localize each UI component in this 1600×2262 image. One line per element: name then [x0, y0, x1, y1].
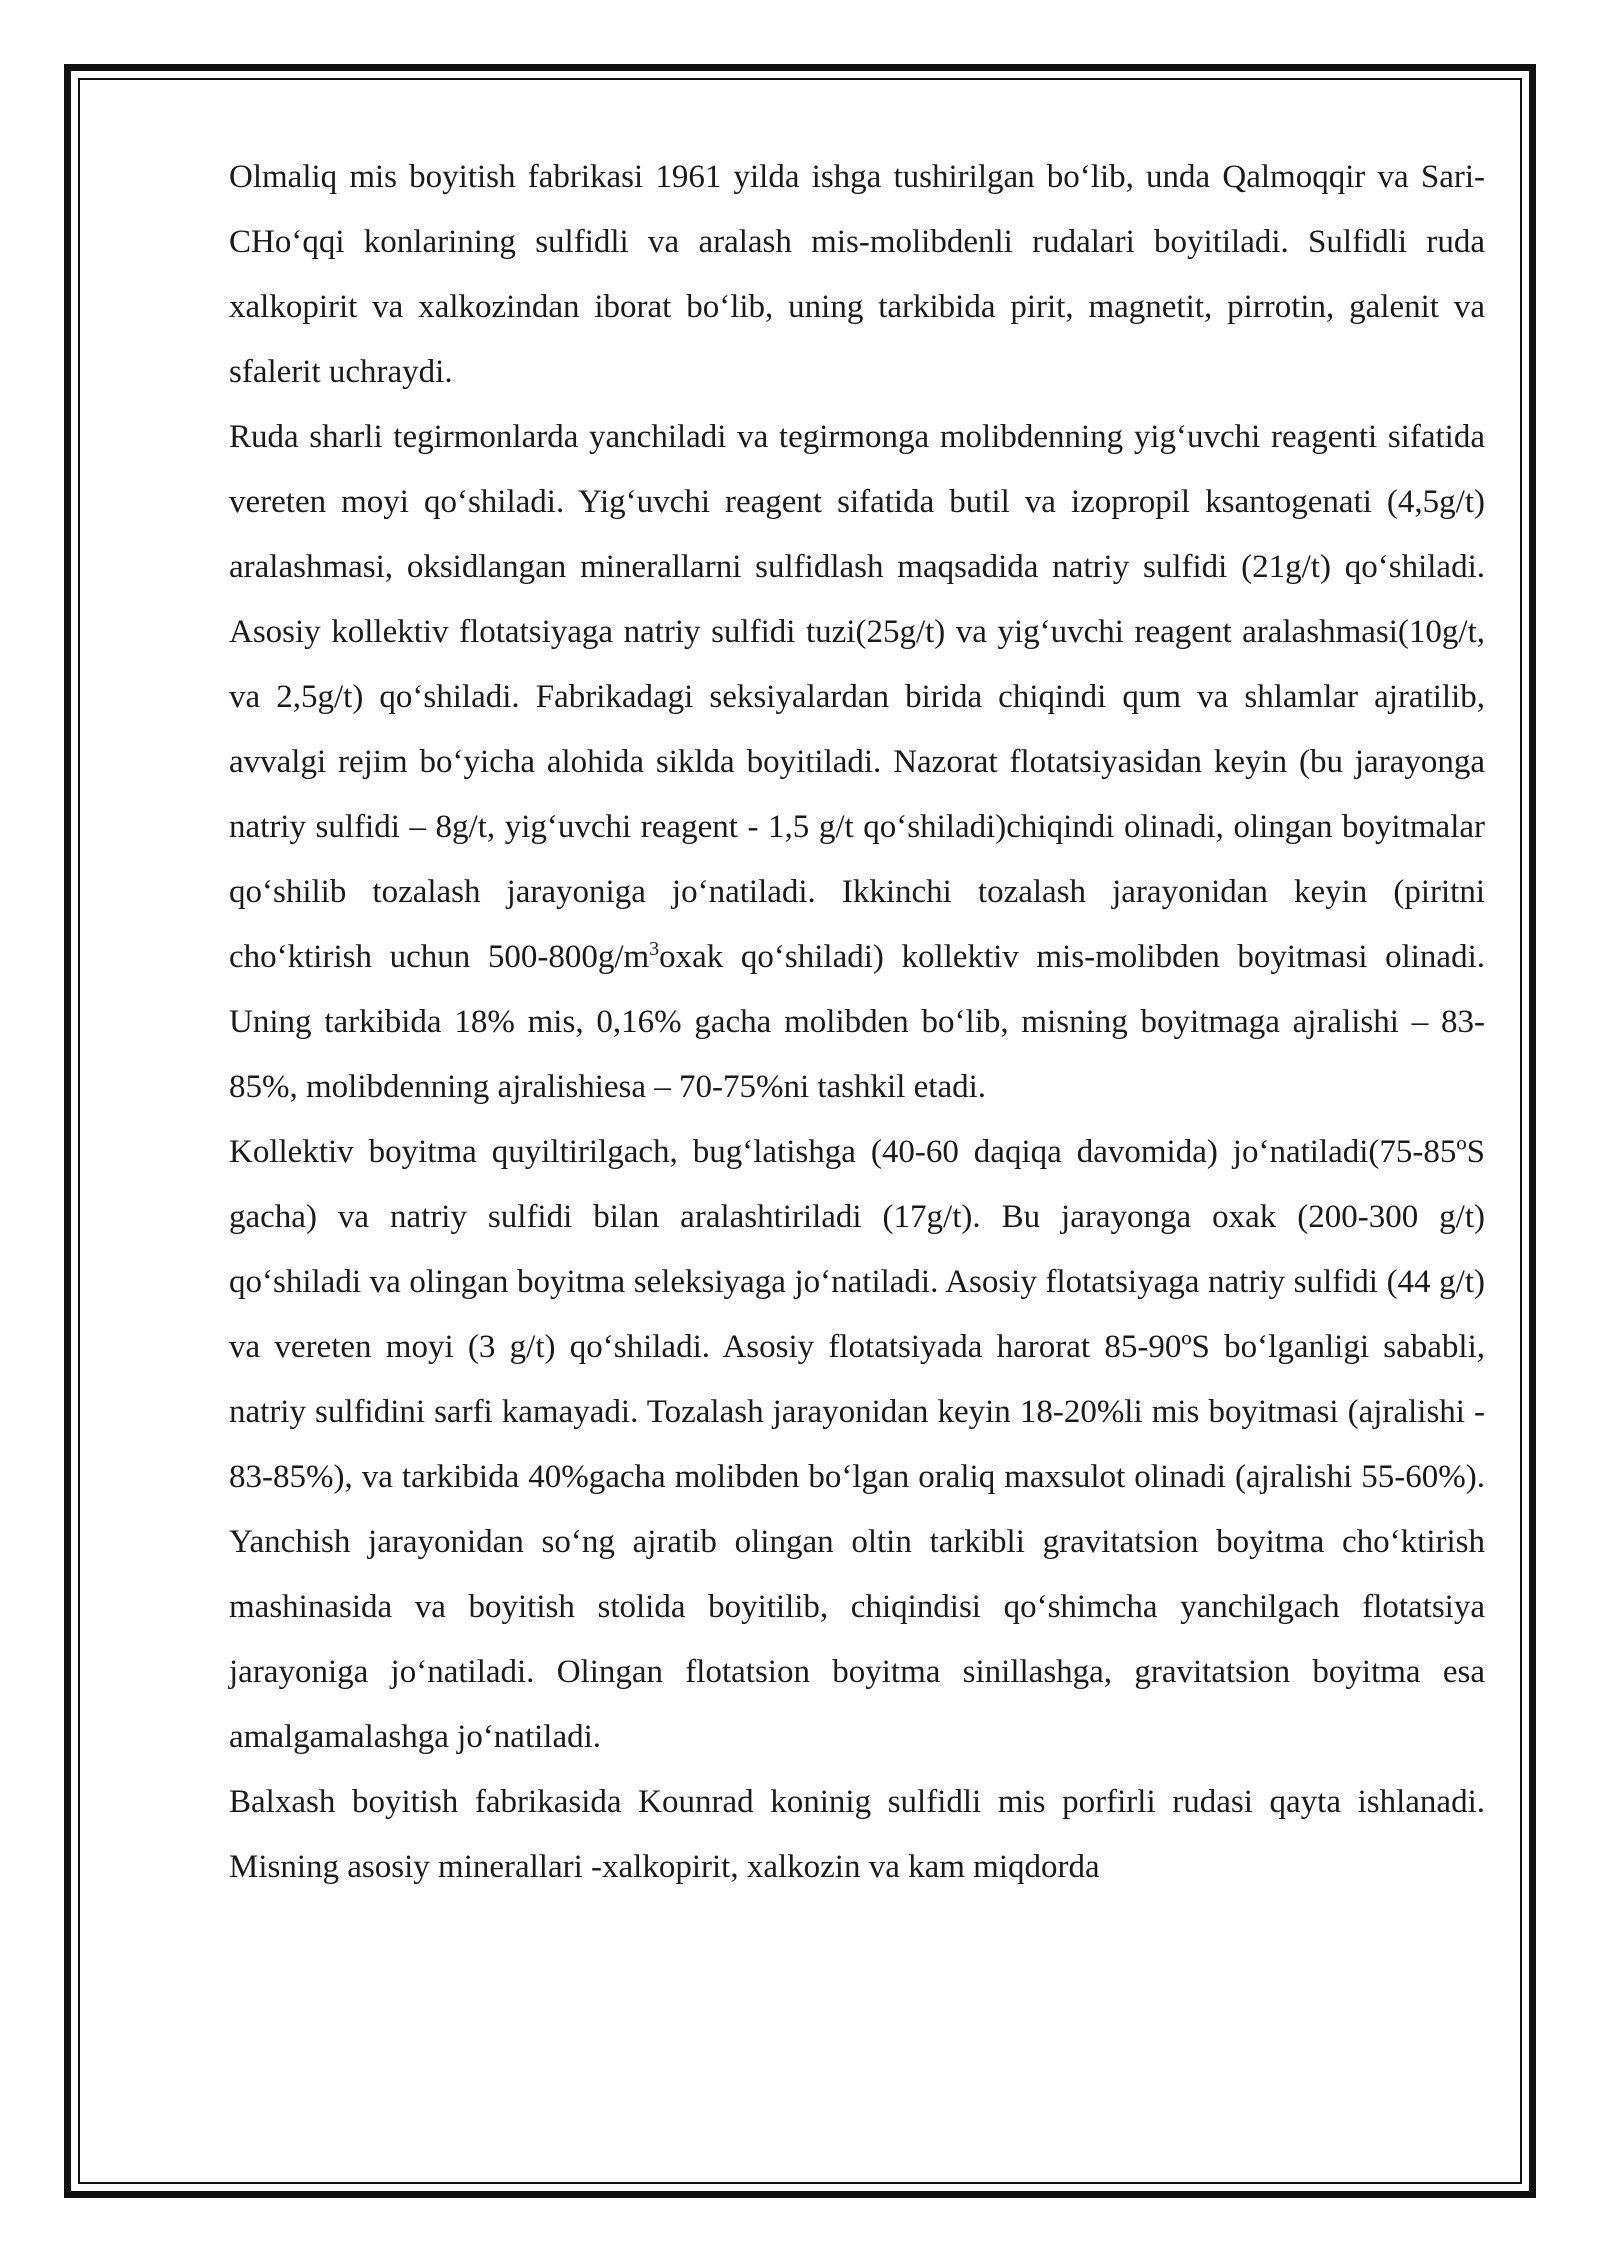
paragraph-kollektiv-boyitma: Kollektiv boyitma quyiltirilgach, bugʻlatishga (40-60 daqiqa davomida) joʻnatiladi(75-85ºS gacha) va natriy sulfidi bilan aralashtiriladi (17g/t). Bu jarayonga oxak (200-300 g/t) qoʻshiladi va olingan boyitma seleksiyaga joʻnatiladi. Asosiy flotatsiyaga natriy sulfidi (44 g/t) va vereten moyi (3 g/t) qoʻshiladi. Asosiy flotatsiyada harorat 85-90ºS boʻlganligi sababli, natriy sulfidini sarfi kamayadi. Tozalash jarayonidan keyin 18-20%li mis boyitmasi (ajralishi - 83-85%), va tarkibida 40%gacha molibden boʻlgan oraliq maxsulot olinadi (ajralishi 55-60%). Yanchish jarayonidan soʻng ajratib olingan oltin tarkibli gravitatsion boyitma choʻktirish mashinasida va boyitish stolida boyitilib, chiqindisi qoʻshimcha yanchilgach flotatsiya jarayoniga joʻnatiladi. Olingan flotatsion boyitma sinillashga, gravitatsion boyitma esa amalgamalashga joʻnatiladi.: [229, 1134, 1485, 1755]
superscript-cubed: 3: [649, 938, 660, 960]
paragraph-balxash-fabrika: Balxash boyitish fabrikasida Kounrad koninig sulfidli mis porfirli rudasi qayta ishlanadi. Misning asosiy minerallari -xalkopirit, xalkozin va kam miqdorda: [229, 1784, 1485, 1885]
paragraph-ruda-yanchish: [229, 405, 1485, 1120]
paragraph-text-part: Ruda sharli tegirmonlarda yanchiladi va tegirmonga molibdenning yigʻuvchi reagenti sifatida vereten moyi qoʻshiladi. Yigʻuvchi reagent sifatida butil va izopropil ksantogenati (4,5g/t) aralashmasi, oksidlangan minerallarni sulfidlash maqsadida natriy sulfidi (21g/t) qoʻshiladi. Asosiy kollektiv flotatsiyaga natriy sulfidi tuzi(25g/t) va yigʻuvchi reagent aralashmasi(10g/t, va 2,5g/t) qoʻshiladi. Fabrikadagi seksiyalardan birida chiqindi qum va shlamlar ajratilib, avvalgi rejim boʻyicha alohida siklda boyitiladi. Nazorat flotatsiyasidan keyin (bu jarayonga natriy sulfidi – 8g/t, yigʻuvchi reagent - 1,5 g/t qoʻshiladi)chiqindi olinadi, olingan boyitmalar qoʻshilib tozalash jarayoniga joʻnatiladi. Ikkinchi tozalash jarayonidan keyin (piritni choʻktirish uchun 500-800g/m: [229, 419, 1485, 975]
document-body: [229, 145, 1485, 1900]
paragraph-text-part: oxak qoʻshiladi) kollektiv mis-molibden boyitmasi olinadi. Uning tarkibida 18% mis, 0,16% gacha molibden boʻlib, misning boyitmaga ajralishi – 83-85%, molibdenning ajralishiesa – 70-75%ni tashkil etadi.: [229, 939, 1485, 1105]
paragraph-olmaliq-fabrika: Olmaliq mis boyitish fabrikasi 1961 yilda ishga tushirilgan boʻlib, unda Qalmoqqir va Sari-CHoʻqqi konlarining sulfidli va aralash mis-molibdenli rudalari boyitiladi. Sulfidli ruda xalkopirit va xalkozindan iborat boʻlib, uning tarkibida pirit, magnetit, pirrotin, galenit va sfalerit uchraydi.: [229, 159, 1485, 390]
